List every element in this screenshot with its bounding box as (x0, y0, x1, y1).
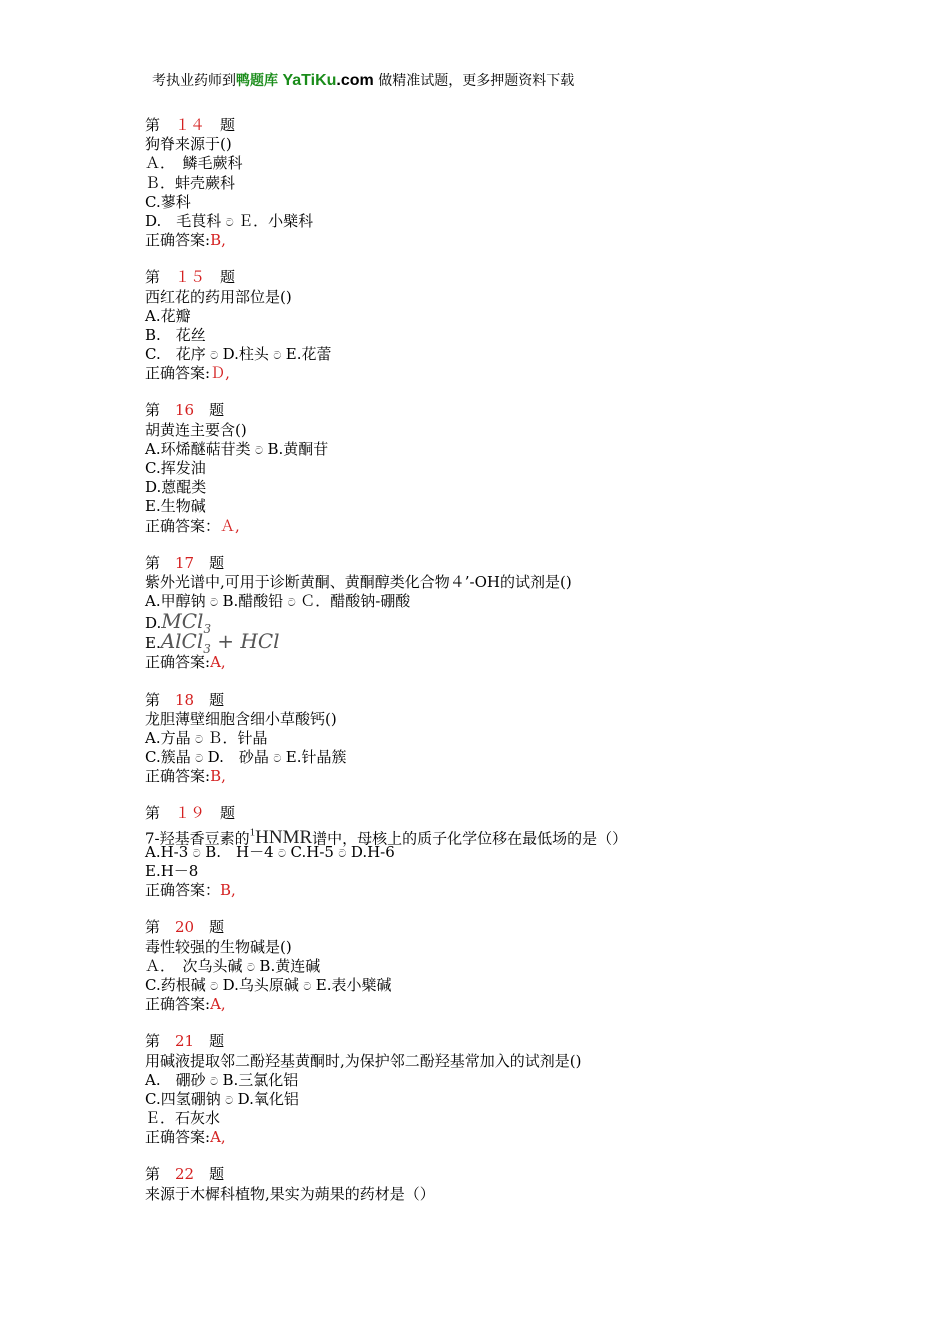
option-separator-icon: ට (206, 1074, 222, 1088)
option-line (145, 957, 845, 976)
question-block (145, 918, 845, 1014)
question-title (145, 918, 845, 937)
answer-option[interactable]: Ｅ．小檗科 (238, 211, 314, 230)
question-number: 21 (175, 1032, 195, 1051)
option-separator-icon: ට (284, 596, 300, 610)
correct-answer-label: 正确答案: (145, 767, 211, 786)
question-stem: 龙胆薄壁细胞含细小草酸钙() (145, 709, 337, 728)
stem-text-pre: 7-羟基香豆素的 (145, 828, 250, 847)
question-title-prefix: 第 (145, 690, 176, 709)
answer-option[interactable]: Ｅ．石灰水 (145, 1109, 221, 1128)
correct-answer-value: B, (210, 767, 226, 786)
correct-answer-value: A, (210, 653, 226, 672)
question-title-suffix: 题 (205, 804, 236, 823)
option-separator-icon: ට (269, 349, 285, 363)
question-block (145, 691, 845, 787)
hnmr-text: HNMR (255, 826, 313, 848)
option-separator-icon: ට (206, 349, 222, 363)
option-separator-icon: ට (274, 846, 290, 860)
question-block (145, 554, 845, 673)
brand-domain[interactable]: .com (336, 72, 374, 89)
question-title-prefix: 第 (145, 918, 176, 937)
question-title-prefix: 第 (145, 1165, 176, 1184)
option-line (145, 174, 845, 193)
option-line (145, 976, 845, 995)
math-formula-mcl3[interactable]: MCl$_3$ (161, 609, 212, 637)
question-number: 22 (175, 1165, 195, 1184)
question-stem: 胡黄连主要含() (145, 420, 247, 439)
answer-option[interactable]: A.甲醇钠 (145, 592, 206, 611)
question-block (145, 268, 845, 383)
brand-name-cn[interactable]: 鸭题库 (236, 73, 278, 89)
question-title (145, 554, 845, 573)
stem-text-post: 谱中，母核上的质子化学位移在最低场的是（） (312, 828, 628, 847)
answer-option[interactable]: A. 硼砂 (145, 1070, 206, 1089)
question-title (145, 401, 845, 420)
option-separator-icon: ට (251, 443, 267, 457)
correct-answer (145, 231, 845, 250)
option-line (145, 345, 845, 364)
question-number: 17 (175, 553, 195, 572)
brand-name-en[interactable]: YaTiKu (282, 72, 337, 89)
answer-option[interactable]: B.黄酮苷 (267, 439, 329, 458)
answer-option[interactable]: D.蒽醌类 (145, 478, 207, 497)
question-block (145, 1032, 845, 1147)
question-title-suffix: 题 (194, 1032, 225, 1051)
question-title-prefix: 第 (145, 1032, 176, 1051)
answer-option[interactable]: Ａ． 次乌头碱 (145, 956, 243, 975)
question-title (145, 1165, 845, 1184)
question-title (145, 116, 845, 135)
answer-option[interactable]: C.H-5 (290, 842, 334, 861)
question-title-suffix: 题 (205, 116, 236, 134)
question-stem (145, 824, 845, 848)
option-line (145, 326, 845, 345)
answer-option[interactable]: E.H－8 (145, 862, 199, 880)
option-separator-icon: ට (334, 846, 350, 860)
header-prefix: 考执业药师到 (152, 73, 236, 89)
question-title-suffix: 题 (194, 401, 225, 420)
question-number: 18 (175, 690, 195, 709)
correct-answer (145, 881, 845, 900)
option-line (145, 193, 845, 212)
answer-option[interactable]: Ａ． 鳞毛蕨科 (145, 154, 243, 173)
question-title-prefix: 第 (145, 401, 176, 420)
correct-answer (145, 995, 845, 1014)
correct-answer-label: 正确答案： (145, 881, 221, 900)
correct-answer-label: 正确答案: (145, 653, 211, 672)
question-title-prefix: 第 (145, 553, 176, 572)
option-line (145, 497, 845, 516)
answer-option[interactable]: B.三氯化铝 (222, 1070, 299, 1089)
math-formula-alcl3-hcl[interactable]: AlCl$_3$ + HCl (160, 629, 280, 657)
question-title-suffix: 题 (194, 918, 225, 937)
question-number: １４ (175, 116, 206, 134)
correct-answer (145, 653, 845, 672)
hnmr-superscript: 1 (249, 826, 256, 839)
answer-option[interactable]: E.针晶簇 (285, 748, 347, 767)
correct-answer-value: A, (210, 1128, 226, 1147)
question-title-prefix: 第 (145, 116, 176, 134)
answer-option[interactable]: Ｂ．蚌壳蕨科 (145, 173, 236, 192)
option-line (145, 592, 845, 611)
answer-option[interactable]: D.柱头 (222, 345, 269, 364)
option-line (145, 212, 845, 231)
question-title (145, 691, 845, 710)
answer-option[interactable]: C.簇晶 (145, 748, 191, 767)
question-title (145, 1032, 845, 1051)
question-stem: 来源于木樨科植物,果实为蒴果的药材是（） (145, 1184, 435, 1203)
option-separator-icon: ට (189, 846, 205, 860)
answer-option[interactable]: B.黄连碱 (259, 956, 321, 975)
correct-answer-value: Ｄ, (210, 364, 230, 383)
question-number: １９ (175, 804, 206, 823)
answer-option[interactable]: C. 花序 (145, 345, 206, 364)
option-line (145, 440, 845, 459)
question-stem: 紫外光谱中,可用于诊断黄酮、黄酮醇类化合物４’-OH的试剂是() (145, 572, 572, 591)
page-header (152, 72, 852, 90)
question-list (145, 116, 845, 1222)
correct-answer-label: 正确答案: (145, 364, 211, 383)
option-line (145, 459, 845, 478)
answer-option[interactable]: C.四氢硼钠 (145, 1089, 221, 1108)
question-stem: 狗脊来源于() (145, 135, 232, 154)
correct-answer (145, 517, 845, 536)
option-line (145, 862, 845, 881)
option-separator-icon: ට (221, 1093, 237, 1107)
question-title-prefix: 第 (145, 268, 176, 287)
correct-answer (145, 767, 845, 786)
option-separator-icon: ට (222, 215, 238, 229)
option-separator-icon: ට (299, 979, 315, 993)
question-block (145, 1165, 845, 1203)
option-line (145, 629, 845, 657)
option-line (145, 154, 845, 173)
correct-answer-label: 正确答案: (145, 231, 211, 250)
question-title-suffix: 题 (194, 690, 225, 709)
question-stem: 毒性较强的生物碱是() (145, 937, 292, 956)
answer-option[interactable]: B. H－4 (205, 842, 274, 861)
question-title (145, 268, 845, 287)
answer-option[interactable]: E.表小檗碱 (315, 975, 392, 994)
option-separator-icon: ට (191, 752, 207, 766)
answer-option-label: D. (145, 614, 162, 633)
option-line (145, 748, 845, 767)
correct-answer-value: A, (210, 995, 226, 1014)
question-stem: 用碱液提取邻二酚羟基黄酮时,为保护邻二酚羟基常加入的试剂是() (145, 1051, 582, 1070)
option-line (145, 307, 845, 326)
question-block (145, 401, 845, 535)
option-line (145, 1071, 845, 1090)
correct-answer-label: 正确答案： (145, 516, 221, 535)
answer-option[interactable]: D.氧化铝 (237, 1089, 299, 1108)
question-block (145, 116, 845, 250)
answer-option[interactable]: E.生物碱 (145, 497, 206, 516)
option-separator-icon: ට (269, 752, 285, 766)
answer-option[interactable]: C.挥发油 (145, 459, 206, 477)
option-line (145, 729, 845, 748)
question-number: 16 (175, 401, 195, 420)
correct-answer-label: 正确答案: (145, 995, 211, 1014)
option-separator-icon: ට (206, 596, 222, 610)
option-line (145, 1090, 845, 1109)
answer-option[interactable]: A.花瓣 (145, 306, 191, 325)
answer-option[interactable]: E.花蕾 (285, 345, 332, 364)
question-block (145, 804, 845, 900)
question-title-suffix: 题 (205, 268, 236, 287)
question-number: １５ (175, 268, 206, 287)
option-separator-icon: ට (243, 960, 259, 974)
question-title-suffix: 题 (194, 1165, 225, 1184)
correct-answer-value: Ａ, (220, 516, 240, 535)
option-line (145, 1109, 845, 1128)
option-separator-icon: ට (191, 732, 207, 746)
answer-option-label: E. (145, 634, 161, 653)
question-number: 20 (175, 918, 195, 937)
answer-option[interactable]: D. 砂晶 (207, 748, 269, 767)
answer-option[interactable]: D.乌头原碱 (222, 975, 299, 994)
answer-option[interactable]: B.醋酸铅 (222, 592, 284, 611)
correct-answer-value: B, (210, 231, 226, 250)
answer-option[interactable]: Ｃ．醋酸钠-硼酸 (300, 592, 411, 611)
answer-option[interactable]: Ｂ．针晶 (207, 728, 268, 747)
option-line (145, 609, 845, 637)
question-title-prefix: 第 (145, 804, 176, 823)
option-line (145, 478, 845, 497)
answer-option[interactable]: C.药根碱 (145, 975, 206, 994)
answer-option[interactable]: D.H-6 (350, 842, 395, 861)
answer-option[interactable]: C.蓼科 (145, 192, 191, 211)
option-separator-icon: ට (206, 979, 222, 993)
answer-option[interactable]: A.H-3 (145, 842, 189, 861)
question-title (145, 804, 845, 823)
answer-option[interactable]: A.环烯醚萜苷类 (145, 439, 251, 458)
question-title-suffix: 题 (194, 553, 225, 572)
question-stem: 西红花的药用部位是() (145, 287, 292, 306)
answer-option[interactable]: A.方晶 (145, 728, 191, 747)
answer-option[interactable]: D. 毛茛科 (145, 211, 222, 230)
correct-answer (145, 364, 845, 383)
correct-answer-label: 正确答案: (145, 1128, 211, 1147)
correct-answer (145, 1128, 845, 1147)
correct-answer-value: B, (220, 881, 236, 900)
answer-option[interactable]: B. 花丝 (145, 325, 206, 344)
header-suffix: 做精准试题，更多押题资料下载 (378, 73, 575, 89)
